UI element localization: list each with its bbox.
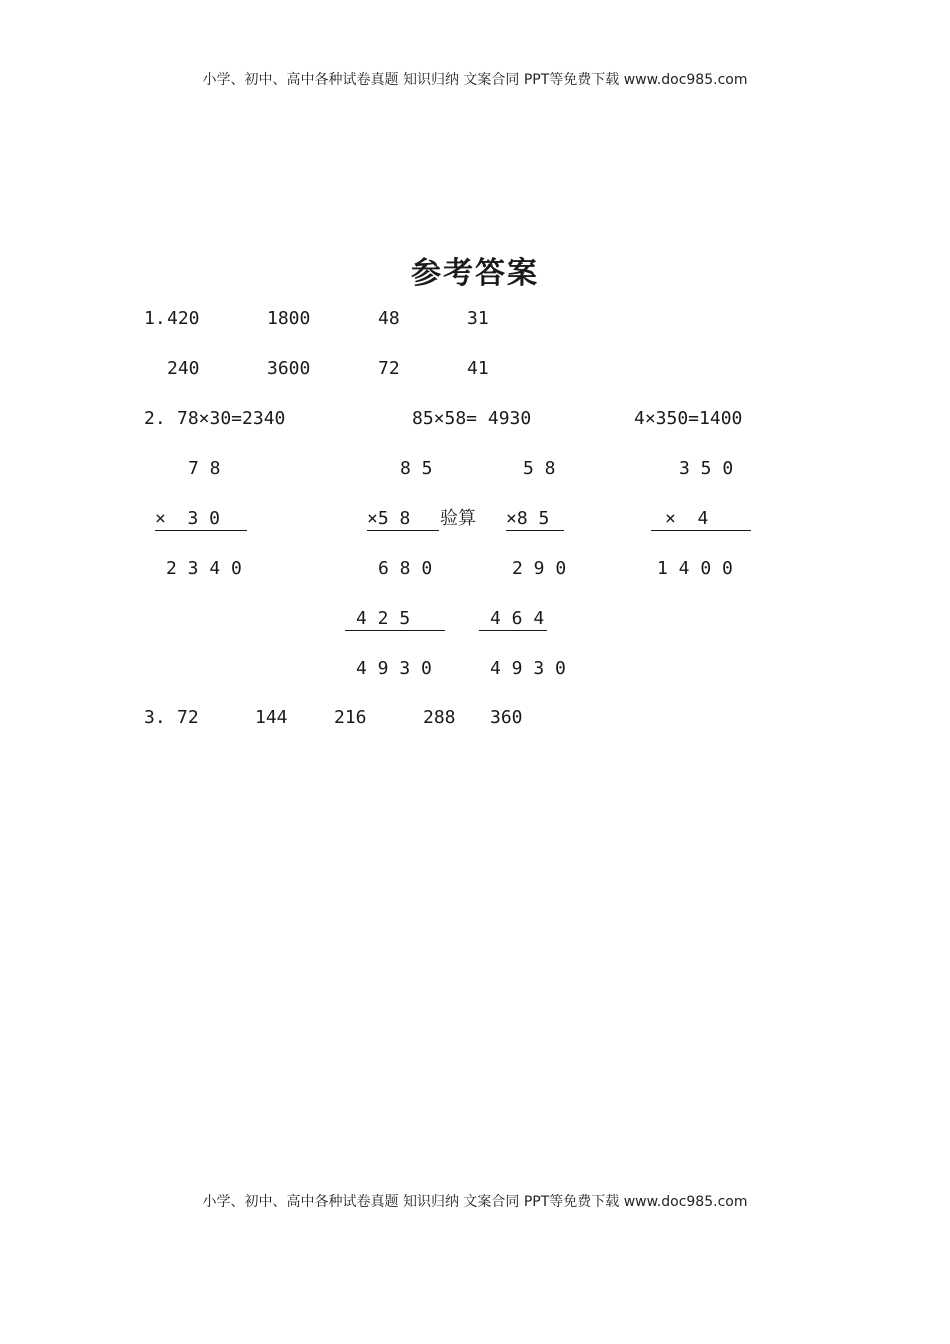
q1-answer: 1800	[267, 308, 311, 329]
calc2-result: 4 9 3 0	[356, 658, 432, 679]
q3-answer: 72	[177, 707, 199, 728]
q1-answer: 48	[378, 308, 400, 329]
q3-number: 3.	[144, 707, 166, 728]
calc3-partial-2: 4 6 4	[479, 608, 547, 631]
calc4-top: 3 5 0	[679, 458, 734, 479]
check-label: 验算	[440, 508, 476, 529]
q2-equation: 4×350=1400	[634, 408, 743, 429]
q1-answer: 41	[467, 358, 489, 379]
page-title: 参考答案	[411, 256, 539, 291]
q1-answer: 31	[467, 308, 489, 329]
q1-answer: 420	[167, 308, 200, 329]
calc4-multiplier: × 4	[651, 508, 751, 531]
calc1-multiplier: × 3 0	[155, 508, 247, 531]
calc4-result: 1 4 0 0	[657, 558, 733, 579]
calc2-top: 8 5	[400, 458, 433, 479]
q3-answer: 288	[423, 707, 456, 728]
q2-equation: 85×58= 4930	[412, 408, 532, 429]
q3-answer: 216	[334, 707, 367, 728]
page-footer: 小学、初中、高中各种试卷真题 知识归纳 文案合同 PPT等免费下载 www.doc985.com	[202, 1194, 748, 1210]
calc3-partial-1: 2 9 0	[512, 558, 567, 579]
calc2-partial-2: 4 2 5	[345, 608, 445, 631]
q1-number: 1.	[144, 308, 166, 329]
q3-answer: 360	[490, 707, 523, 728]
calc3-top: 5 8	[523, 458, 556, 479]
q1-answer: 72	[378, 358, 400, 379]
calc3-multiplier: ×8 5	[506, 508, 564, 531]
calc2-partial-1: 6 8 0	[378, 558, 433, 579]
q1-answer: 240	[167, 358, 200, 379]
q2-equation: 78×30=2340	[177, 408, 286, 429]
calc3-result: 4 9 3 0	[490, 658, 566, 679]
page-header: 小学、初中、高中各种试卷真题 知识归纳 文案合同 PPT等免费下载 www.doc985.com	[202, 72, 748, 88]
q1-answer: 3600	[267, 358, 311, 379]
q3-answer: 144	[255, 707, 288, 728]
calc2-multiplier: ×5 8	[367, 508, 439, 531]
q2-number: 2.	[144, 408, 166, 429]
calc1-result: 2 3 4 0	[166, 558, 242, 579]
calc1-top: 7 8	[188, 458, 221, 479]
